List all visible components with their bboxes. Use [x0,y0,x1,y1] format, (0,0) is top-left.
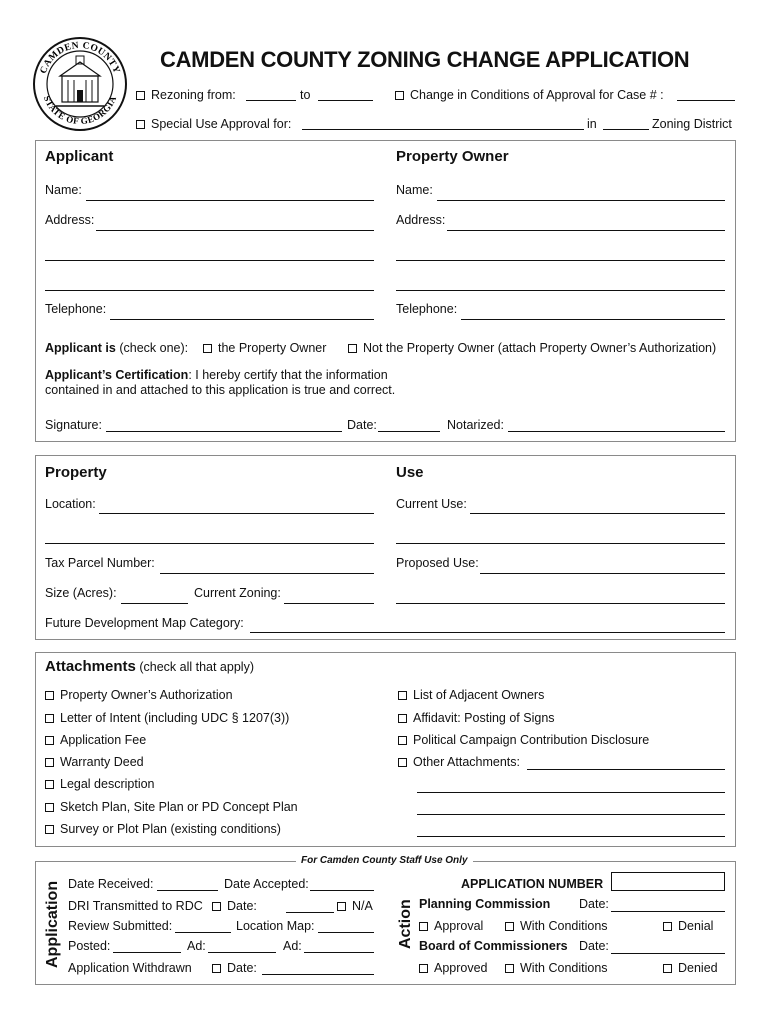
board-approved-option[interactable] [419,961,488,975]
board-denied-option[interactable] [663,961,718,975]
action-vertical-label: Action [397,899,414,949]
tax-parcel-label: Tax Parcel Number: [45,556,155,570]
property-heading: Property [45,464,107,481]
attachments-section [35,652,736,847]
case-number-field[interactable] [677,100,735,101]
attachment-item[interactable] [45,688,233,702]
attachment-item[interactable] [398,711,555,725]
attachment-item[interactable] [398,733,649,747]
attachment-label: Letter of Intent (including UDC § 1207(3)) [60,711,290,725]
size-label: Size (Acres): [45,586,117,600]
location-map-label: Location Map: [236,919,315,933]
certification-body-2: contained in and attached to this application is true and correct. [45,383,396,397]
applicant-heading: Applicant [45,148,114,165]
attachment-item[interactable] [45,755,144,769]
board-approved-label: Approved [434,961,488,975]
current-use-label: Current Use: [396,497,467,511]
zoning-district-label: Zoning District [652,117,732,131]
other-attachments-field-3[interactable] [417,814,725,815]
attachment-checkbox[interactable] [398,691,407,700]
attachment-label: Affidavit: Posting of Signs [413,711,555,725]
owner-address-label: Address: [396,213,446,227]
attachment-label: Application Fee [60,733,147,747]
application-vertical-label: Application [44,880,61,968]
attachment-item[interactable] [45,777,155,791]
attachment-item[interactable] [398,755,520,769]
board-date-label: Date: [579,939,609,953]
app-number-label: APPLICATION NUMBER [461,877,604,891]
date-received-label: Date Received: [68,877,154,891]
attachment-checkbox[interactable] [398,714,407,723]
dri-date-label: Date: [227,899,257,913]
current-use-field[interactable] [470,513,725,514]
dri-na-option[interactable] [337,899,373,913]
withdrawn-label: Application Withdrawn [68,961,192,975]
attachment-label: Warranty Deed [60,755,144,769]
posted-field[interactable] [113,952,181,953]
change-conditions-checkbox[interactable] [395,91,404,100]
applicant-address-field-3[interactable] [45,290,374,291]
other-attachments-field[interactable] [527,769,725,770]
current-use-field-2[interactable] [396,543,725,544]
attachment-item[interactable] [45,822,281,836]
owner-address-field[interactable] [447,230,725,231]
attachment-label: Legal description [60,777,155,791]
board-date-field[interactable] [611,953,725,954]
attachment-item[interactable] [398,688,544,702]
notarized-field[interactable] [508,431,725,432]
signature-field[interactable] [106,431,342,432]
board-denied-label: Denied [678,961,718,975]
applicant-is-hint: (check one): [119,341,189,355]
planning-approval-option[interactable] [419,919,483,933]
applicant-is-owner-label: the Property Owner [218,341,327,355]
attachment-checkbox[interactable] [45,691,54,700]
board-label: Board of Commissioners [419,939,568,953]
attachment-checkbox[interactable] [45,780,54,789]
date-received-field[interactable] [157,890,218,891]
future-map-label: Future Development Map Category: [45,616,244,630]
location-field-2[interactable] [45,543,374,544]
attachment-item[interactable] [45,711,289,725]
rezoning-to-field[interactable] [318,100,373,101]
owner-name-label: Name: [396,183,433,197]
applicant-telephone-label: Telephone: [45,302,107,316]
planning-approval-label: Approval [434,919,484,933]
staff-caption: For Camden County Staff Use Only [296,855,473,866]
attachments-heading: Attachments [45,658,136,675]
zoning-district-field[interactable] [603,129,649,130]
applicant-address-label: Address: [45,213,95,227]
planning-denial-option[interactable] [663,919,713,933]
planning-approval-checkbox[interactable] [419,922,428,931]
seal-bottom-text: STATE OF GEORGIA [41,94,119,127]
owner-heading: Property Owner [396,148,509,165]
withdrawn-date-field[interactable] [262,974,374,975]
planning-conditions-option[interactable] [505,919,608,933]
ad-label-2: Ad: [283,939,302,953]
attachment-checkbox[interactable] [45,803,54,812]
date-accepted-field[interactable] [310,890,374,891]
applicant-not-owner-label: Not the Property Owner (attach Property Owner’s Authorization) [363,341,717,355]
applicant-is-label: Applicant is [45,341,116,355]
applicant-address-field-2[interactable] [45,260,374,261]
dri-na-label: N/A [352,899,373,913]
board-conditions-checkbox[interactable] [505,964,514,973]
withdrawn-date-label: Date: [227,961,257,975]
rezoning-from-field[interactable] [246,100,296,101]
proposed-use-field-2[interactable] [396,603,725,604]
property-use-section [35,455,736,640]
attachment-label: Survey or Plot Plan (existing conditions) [60,822,281,836]
attachment-label: Property Owner’s Authorization [60,688,233,702]
applicant-is-owner-checkbox[interactable] [203,344,212,353]
withdrawn-date-checkbox[interactable] [212,964,221,973]
current-zoning-label: Current Zoning: [194,586,281,600]
proposed-use-label: Proposed Use: [396,556,479,570]
special-use-label: Special Use Approval for: [151,117,292,131]
special-use-field[interactable] [302,129,584,130]
dri-date-checkbox[interactable] [212,902,221,911]
seal-top-text: CAMDEN COUNTY [38,40,122,76]
certification-label: Applicant’s Certification [45,368,189,382]
ad-field-2[interactable] [304,952,374,953]
to-label: to [300,88,311,102]
proposed-use-field[interactable] [480,573,725,574]
ad-field-1[interactable] [208,952,276,953]
ad-label-1: Ad: [187,939,206,953]
owner-address-field-2[interactable] [396,260,725,261]
special-use-row [136,117,291,131]
attachment-checkbox[interactable] [45,736,54,745]
dri-label: DRI Transmitted to RDC [68,899,203,913]
applicant-telephone-field[interactable] [110,319,374,320]
dri-na-checkbox[interactable] [337,902,346,911]
current-zoning-field[interactable] [284,603,374,604]
owner-address-field-3[interactable] [396,290,725,291]
board-denied-checkbox[interactable] [663,964,672,973]
svg-text:CAMDEN COUNTY [39,41,122,75]
owner-telephone-label: Telephone: [396,302,458,316]
rezoning-checkbox[interactable] [136,91,145,100]
attachment-item[interactable] [45,733,146,747]
other-attachments-field-4[interactable] [417,836,725,837]
review-submitted-label: Review Submitted: [68,919,173,933]
attachment-label: Sketch Plan, Site Plan or PD Concept Plan [60,800,298,814]
board-approved-checkbox[interactable] [419,964,428,973]
applicant-is-row [45,341,188,355]
certification-body-1: : I hereby certify that the information [188,368,388,382]
planning-denial-label: Denial [678,919,714,933]
planning-conditions-checkbox[interactable] [505,922,514,931]
applicant-name-field[interactable] [86,200,374,201]
planning-denial-checkbox[interactable] [663,922,672,931]
applicant-not-owner-checkbox[interactable] [348,344,357,353]
board-conditions-option[interactable] [505,961,608,975]
board-conditions-label: With Conditions [520,961,608,975]
in-label: in [587,117,597,131]
planning-date-field[interactable] [611,911,725,912]
size-field[interactable] [121,603,188,604]
page-title: CAMDEN COUNTY ZONING CHANGE APPLICATION [160,47,690,72]
notarized-label: Notarized: [447,418,504,432]
applicant-is-owner-option[interactable] [203,341,326,355]
planning-conditions-label: With Conditions [520,919,608,933]
attachments-header [45,658,254,675]
applicant-address-field[interactable] [96,230,374,231]
cert-date-field[interactable] [378,431,440,432]
withdrawn-date-option[interactable] [212,961,257,975]
cert-date-label: Date: [347,418,377,432]
attachment-checkbox[interactable] [398,736,407,745]
other-attachments-field-2[interactable] [417,792,725,793]
attachment-label: Other Attachments: [413,755,520,769]
attachment-label: List of Adjacent Owners [413,688,545,702]
dri-date-option[interactable] [212,899,257,913]
certification-text-1 [45,368,388,382]
tax-parcel-field[interactable] [160,573,374,574]
owner-name-field[interactable] [437,200,725,201]
attachments-subheading: (check all that apply) [139,660,254,674]
attachment-item[interactable] [45,800,298,814]
rezoning-from-row [136,88,236,102]
attachment-checkbox[interactable] [45,758,54,767]
dri-date-field[interactable] [286,912,334,913]
date-accepted-label: Date Accepted: [224,877,309,891]
planning-date-label: Date: [579,897,609,911]
owner-telephone-field[interactable] [461,319,725,320]
planning-commission-label: Planning Commission [419,897,551,911]
signature-label: Signature: [45,418,102,432]
app-number-field[interactable] [611,872,725,891]
attachment-checkbox[interactable] [398,758,407,767]
future-map-field[interactable] [250,632,725,633]
use-heading: Use [396,464,424,481]
attachment-checkbox[interactable] [45,825,54,834]
review-submitted-field[interactable] [175,932,231,933]
change-conditions-label: Change in Conditions of Approval for Case # : [410,88,664,102]
location-field[interactable] [99,513,374,514]
attachment-checkbox[interactable] [45,714,54,723]
applicant-not-owner-option[interactable] [348,341,716,355]
posted-label: Posted: [68,939,111,953]
location-label: Location: [45,497,96,511]
special-use-checkbox[interactable] [136,120,145,129]
rezoning-from-label: Rezoning from: [151,88,236,102]
attachment-label: Political Campaign Contribution Disclosure [413,733,650,747]
county-seal-icon [32,36,128,132]
change-conditions-row [395,88,664,102]
location-map-field[interactable] [318,932,374,933]
applicant-name-label: Name: [45,183,82,197]
